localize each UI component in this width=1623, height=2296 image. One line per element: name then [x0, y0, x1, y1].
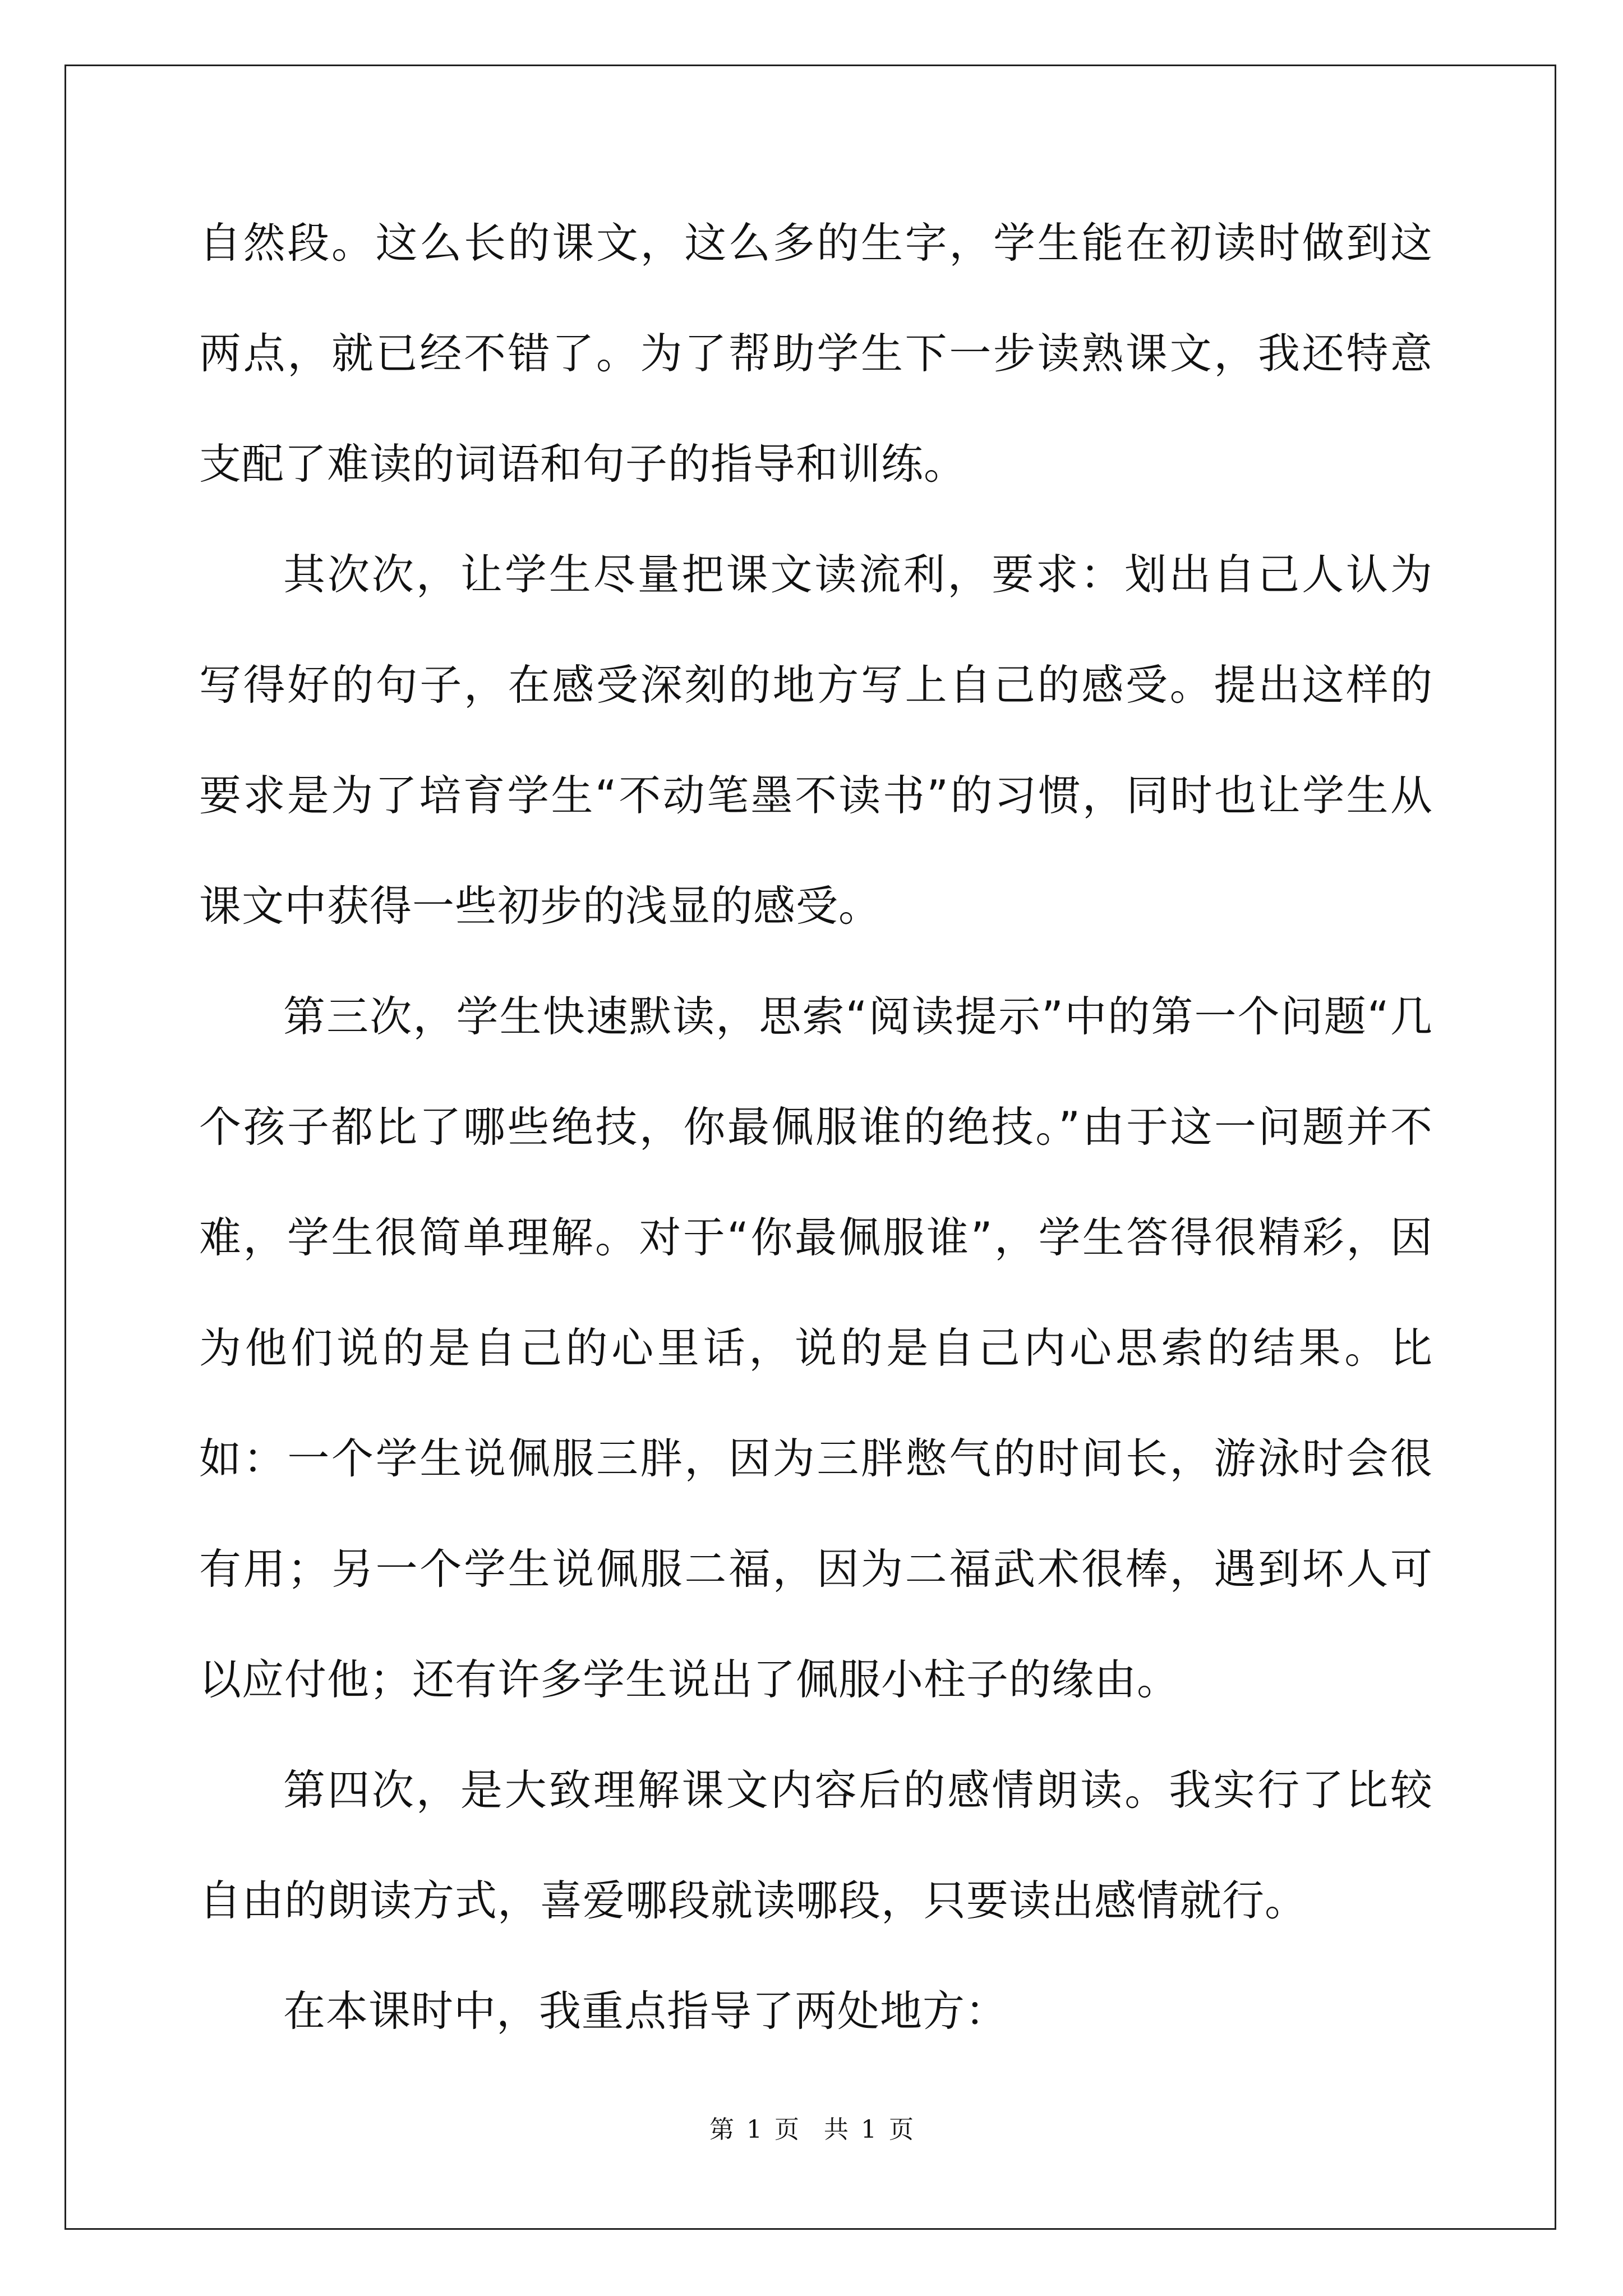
page-number-footer: 第 1 页 共 1 页 [709, 2115, 914, 2144]
paragraph-1: 自然段。这么长的课文，这么多的生字，学生能在初读时做到这两点，就已经不错了。为了帮助学生下一步读熟课文，我还特意支配了难读的词语和句子的指导和训练。 [199, 218, 1433, 489]
paragraph-5: 在本课时中，我重点指导了两处地方： [283, 1986, 1008, 2036]
document-body [199, 188, 1433, 2067]
paragraph-2: 其次次，让学生尽量把课文读流利，要求：划出自己人认为写得好的句子，在感受深刻的地方写上自己的感受。提出这样的要求是为了培育学生“不动笔墨不读书”的习惯，同时也让学生从课文中获得一些初步的浅显的感受。 [199, 550, 1433, 931]
paragraph-4: 第四次，是大致理解课文内容后的感情朗读。我实行了比较自由的朗读方式，喜爱哪段就读哪段，只要读出感情就行。 [199, 1765, 1433, 1925]
paragraph-3: 第三次，学生快速默读，思索“阅读提示”中的第一个问题“几个孩子都比了哪些绝技，你最佩服谁的绝技。”由于这一问题并不难，学生很简单理解。对于“你最佩服谁”，学生答得很精彩，因为他们说的是自己的心里话，说的是自己内心思索的结果。比如：一个学生说佩服三胖，因为三胖憋气的时间长，游泳时会很有用；另一个学生说佩服二福，因为二福武术很棒，遇到坏人可以应付他；还有许多学生说出了佩服小柱子的缘由。 [199, 992, 1433, 1704]
